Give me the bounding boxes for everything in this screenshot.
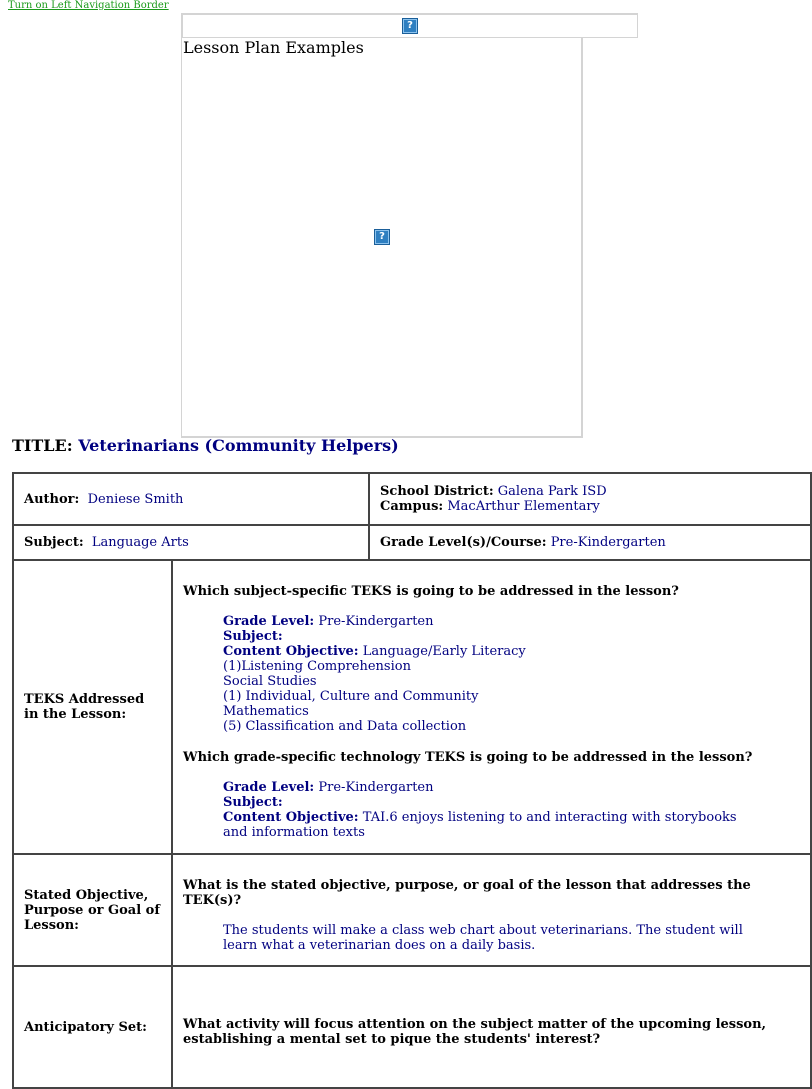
subject-label: Subject: xyxy=(223,629,283,644)
top-banner-frame xyxy=(181,13,638,38)
objective-content-cell xyxy=(172,854,811,966)
lesson-title xyxy=(12,436,399,455)
broken-image-icon: ? xyxy=(402,18,418,34)
grade-level-label: Grade Level: xyxy=(223,780,315,795)
title-value: Veterinarians (Community Helpers) xyxy=(78,436,399,455)
objective-question: What is the stated objective, purpose, or goal of the lesson that addresses the TEK(s)? xyxy=(183,877,751,908)
table-row-teks xyxy=(13,560,811,854)
teks-line: Social Studies xyxy=(223,674,317,689)
table-row-anticipatory xyxy=(13,966,811,1088)
author-value: Deniese Smith xyxy=(87,491,184,507)
turn-on-left-nav-link[interactable]: Turn on Left Navigation Border xyxy=(8,0,169,11)
district-campus-cell xyxy=(369,473,811,525)
grade-level-label: Grade Level: xyxy=(223,614,315,629)
title-label: TITLE: xyxy=(12,436,73,455)
table-row-subject xyxy=(13,525,811,560)
teks-line: (5) Classification and Data collection xyxy=(223,719,467,734)
teks-row-label: TEKS Addressed in the Lesson: xyxy=(13,560,172,854)
objective-row-label: Stated Objective, Purpose or Goal of Lesson: xyxy=(13,854,172,966)
teks-line: (1) Individual, Culture and Community xyxy=(223,689,479,704)
author-label: Author: xyxy=(24,491,80,507)
tech-teks-question: Which grade-specific technology TEKS is going to be addressed in the lesson? xyxy=(183,750,753,765)
anticipatory-content-cell xyxy=(172,966,811,1088)
grade-value: Pre-Kindergarten xyxy=(550,535,666,550)
content-objective-label: Content Objective: xyxy=(223,810,359,825)
grade-label: Grade Level(s)/Course: xyxy=(380,535,547,550)
content-objective-label: Content Objective: xyxy=(223,644,359,659)
lesson-plan-examples-frame xyxy=(181,37,583,438)
subject-teks-question: Which subject-specific TEKS is going to be addressed in the lesson? xyxy=(183,584,679,599)
tech-teks-answer xyxy=(183,780,800,840)
author-cell xyxy=(13,473,369,525)
district-value: Galena Park ISD xyxy=(497,484,607,499)
grade-level-value: Pre-Kindergarten xyxy=(318,780,434,795)
campus-label: Campus: xyxy=(380,499,444,514)
grade-cell xyxy=(369,525,811,560)
table-row-author xyxy=(13,473,811,525)
anticipatory-row-label: Anticipatory Set: xyxy=(13,966,172,1088)
subject-cell xyxy=(13,525,369,560)
grade-level-value: Pre-Kindergarten xyxy=(318,614,434,629)
teks-line: Mathematics xyxy=(223,704,309,719)
frame-title: Lesson Plan Examples xyxy=(183,38,364,57)
subject-label: Subject: xyxy=(24,535,84,550)
content-objective-value: Language/Early Literacy xyxy=(362,644,526,659)
table-row-objective xyxy=(13,854,811,966)
subject-value: Language Arts xyxy=(91,535,189,550)
subject-label: Subject: xyxy=(223,795,283,810)
broken-image-icon: ? xyxy=(374,229,390,245)
subject-teks-answer xyxy=(183,614,800,734)
content-objective-value: TAI.6 enjoys listening to and interacting with storybooks and information texts xyxy=(223,810,737,840)
district-label: School District: xyxy=(380,484,494,499)
teks-line: (1)Listening Comprehension xyxy=(223,659,411,674)
objective-answer: The students will make a class web chart about veterinarians. The student will learn what a veterinarian does on a daily basis. xyxy=(223,922,743,953)
teks-content-cell xyxy=(172,560,811,854)
campus-value: MacArthur Elementary xyxy=(447,499,600,514)
lesson-plan-table xyxy=(12,472,812,1089)
anticipatory-question: What activity will focus attention on the subject matter of the upcoming lesson, establishing a mental set to pique the students' interest? xyxy=(183,1017,767,1047)
